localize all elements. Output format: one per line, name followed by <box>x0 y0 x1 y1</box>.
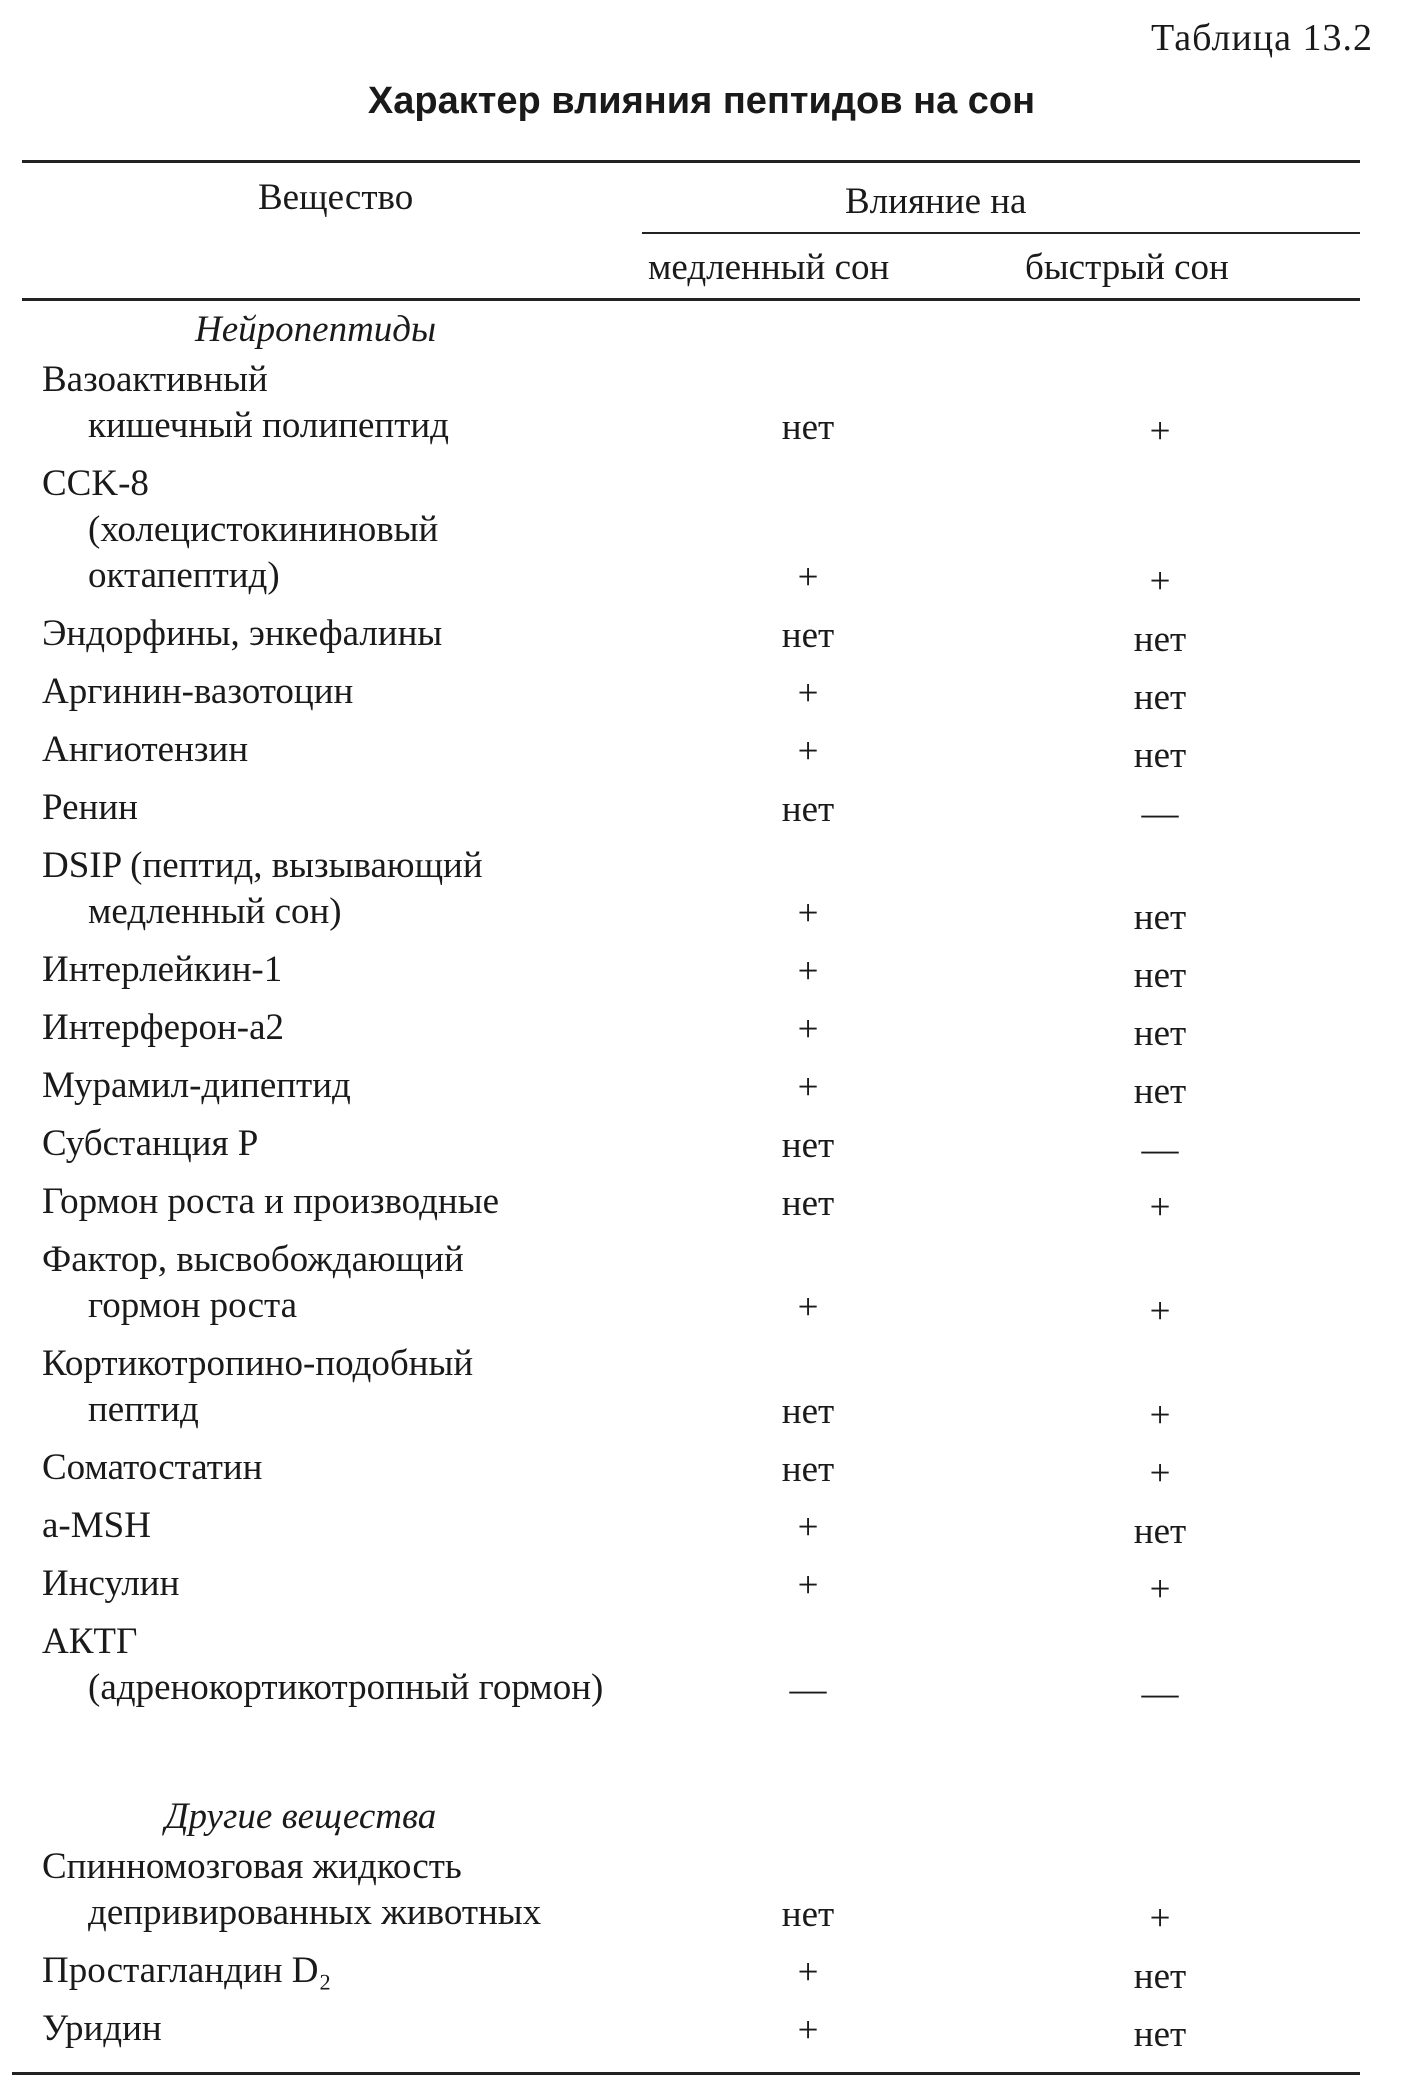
table-row <box>0 1620 1403 1712</box>
slow-sleep-value: нет <box>781 1183 835 1224</box>
rem-sleep-value: нет <box>1133 1013 1187 1054</box>
table-row <box>0 1238 1403 1330</box>
table-row <box>0 1562 1403 1608</box>
rem-sleep-value: + <box>1149 1569 1171 1610</box>
substance-name: Ангиотензин <box>42 729 249 770</box>
slow-sleep-value: + <box>797 731 819 772</box>
rem-sleep-value: нет <box>1133 735 1187 776</box>
bottom-rule <box>12 2072 1360 2075</box>
table-number: Таблица 13.2 <box>1150 17 1373 59</box>
rem-sleep-value: — <box>1141 1129 1179 1170</box>
slow-sleep-value: нет <box>781 1894 835 1935</box>
substance-name: Эндорфины, энкефалины <box>42 613 443 654</box>
rem-sleep-value: нет <box>1133 677 1187 718</box>
table-row <box>0 1845 1403 1937</box>
substance-name: Ренин <box>42 787 138 828</box>
rem-sleep-value: нет <box>1133 619 1187 660</box>
table-row <box>0 1504 1403 1550</box>
rem-sleep-value: — <box>1141 793 1179 834</box>
rem-sleep-value: + <box>1149 411 1171 452</box>
table-row <box>0 1949 1403 1995</box>
substance-name: октапептид) <box>88 555 280 596</box>
substance-name: кишечный полипептид <box>88 405 449 446</box>
substance-name: Соматостатин <box>42 1447 263 1488</box>
slow-sleep-value: нет <box>781 1391 835 1432</box>
table-row <box>0 1122 1403 1168</box>
rem-sleep-value: + <box>1149 1291 1171 1332</box>
substance-name: Кортикотропино-подобный <box>42 1343 474 1384</box>
slow-sleep-value: + <box>797 893 819 934</box>
section-label: Нейропептиды <box>195 309 437 350</box>
table-row <box>0 1342 1403 1434</box>
rem-sleep-value: нет <box>1133 955 1187 996</box>
substance-name: гормон роста <box>88 1285 298 1326</box>
header-rem-sleep: быстрый сон <box>1025 247 1229 288</box>
slow-sleep-value: + <box>797 1952 819 1993</box>
table-row <box>0 612 1403 658</box>
slow-sleep-value: + <box>797 1009 819 1050</box>
substance-name: Аргинин-вазотоцин <box>42 671 354 712</box>
table-row <box>0 1446 1403 1492</box>
substance-name: Субстанция P <box>42 1123 259 1164</box>
substance-name: пептид <box>88 1389 199 1430</box>
table-row <box>0 786 1403 832</box>
table-row <box>0 462 1403 600</box>
rem-sleep-value: нет <box>1133 1511 1187 1552</box>
table-row <box>0 670 1403 716</box>
substance-name: Уридин <box>42 2008 162 2049</box>
slow-sleep-value: + <box>797 1507 819 1548</box>
header-influence: Влияние на <box>845 181 1027 222</box>
table-row <box>0 1180 1403 1226</box>
rem-sleep-value: — <box>1141 1673 1179 1714</box>
slow-sleep-value: + <box>797 1067 819 1108</box>
substance-name: депривированных животных <box>88 1892 542 1933</box>
rem-sleep-value: нет <box>1133 1956 1187 1997</box>
substance-name: (адренокортикотропный гормон) <box>88 1667 604 1708</box>
substance-name: Мурамил-дипептид <box>42 1065 351 1106</box>
slow-sleep-value: нет <box>781 1125 835 1166</box>
rem-sleep-value: + <box>1149 1898 1171 1939</box>
table-row <box>0 358 1403 450</box>
slow-sleep-value: + <box>797 951 819 992</box>
rem-sleep-value: нет <box>1133 897 1187 938</box>
slow-sleep-value: + <box>797 1287 819 1328</box>
rem-sleep-value: + <box>1149 1453 1171 1494</box>
slow-sleep-value: + <box>797 557 819 598</box>
slow-sleep-value: нет <box>781 789 835 830</box>
table-title: Характер влияния пептидов на сон <box>367 80 1036 122</box>
substance-name: (холецистокининовый <box>88 509 439 550</box>
substance-name: Интерлейкин-1 <box>42 949 283 990</box>
slow-sleep-value: + <box>797 2010 819 2051</box>
substance-name: медленный сон) <box>88 891 342 932</box>
substance-name: Инсулин <box>42 1563 180 1604</box>
slow-sleep-value: + <box>797 1565 819 1606</box>
header-subrule <box>642 232 1360 234</box>
table-row <box>0 844 1403 936</box>
slow-sleep-value: нет <box>781 1449 835 1490</box>
substance-name: Фактор, высвобождающий <box>42 1239 464 1280</box>
rem-sleep-value: + <box>1149 1395 1171 1436</box>
substance-name: АКТГ <box>42 1621 138 1662</box>
top-rule <box>22 160 1360 163</box>
substance-name: Простагландин D₂ <box>42 1950 332 1991</box>
substance-name: DSIP (пептид, вызывающий <box>42 845 483 886</box>
header-slow-sleep: медленный сон <box>648 247 890 288</box>
slow-sleep-value: — <box>789 1669 827 1710</box>
rem-sleep-value: нет <box>1133 2014 1187 2055</box>
table-row <box>0 1064 1403 1110</box>
table-row <box>0 2007 1403 2053</box>
substance-name: CCK-8 <box>42 463 149 504</box>
substance-name: a-MSH <box>42 1505 151 1546</box>
substance-name: Спинномозговая жидкость <box>42 1846 462 1887</box>
header-rule <box>22 298 1360 301</box>
rem-sleep-value: + <box>1149 561 1171 602</box>
substance-name: Интерферон-а2 <box>42 1007 285 1048</box>
slow-sleep-value: нет <box>781 615 835 656</box>
substance-name: Гормон роста и производные <box>42 1181 500 1222</box>
table-row <box>0 948 1403 994</box>
header-substance: Вещество <box>258 177 414 218</box>
table-row <box>0 1006 1403 1052</box>
section-label: Другие вещества <box>165 1796 437 1837</box>
rem-sleep-value: нет <box>1133 1071 1187 1112</box>
table-row <box>0 728 1403 774</box>
rem-sleep-value: + <box>1149 1187 1171 1228</box>
substance-name: Вазоактивный <box>42 359 268 400</box>
slow-sleep-value: нет <box>781 407 835 448</box>
slow-sleep-value: + <box>797 673 819 714</box>
